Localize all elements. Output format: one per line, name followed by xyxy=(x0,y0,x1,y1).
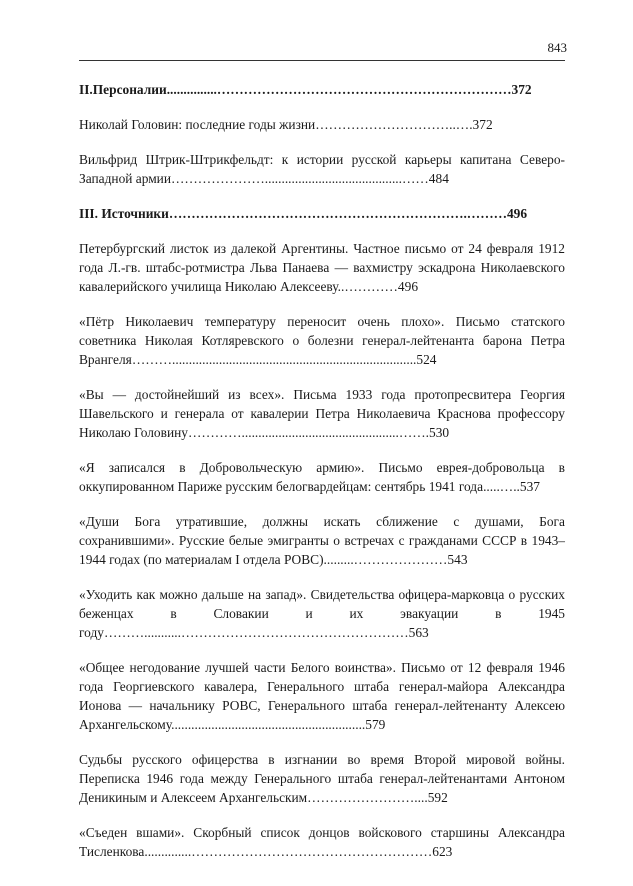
toc-entry-page: 543 xyxy=(447,552,468,567)
toc-leader-dots: ...............………………………………………………………… xyxy=(166,82,512,97)
toc-entry-page: 579 xyxy=(365,717,386,732)
toc-entry-title: Петербургский листок из далекой Аргентины. Частное письмо от 24 февраля 1912 года Л.-гв. штабс-ротмистра Льва Панаева — вахмистру эскадрона Николаевского кавалерийского училища Николаю Алексееву xyxy=(79,241,569,294)
toc-entry-title: «Души Бога утратившие, должны искать сближение с душами, Бога сохранившими». Русские белые эмигранты о встречах с гражданами СССР в 1943–1944 годах (по материалам I отдела РОВС) xyxy=(79,514,569,567)
toc-entry-page: 563 xyxy=(408,625,429,640)
toc-entry-page: 496 xyxy=(397,279,419,294)
toc-leader-dots: .........………………… xyxy=(323,552,448,567)
toc-entry xyxy=(79,150,565,188)
toc-entry xyxy=(79,512,569,569)
toc-entry xyxy=(79,385,569,442)
toc-entry-title: «Я записался в Добровольческую армию». Письмо еврея-добровольца в оккупированном Париже русским белогвардейцам: сентябрь 1941 года xyxy=(79,460,569,494)
toc-entry-page: 524 xyxy=(416,352,437,367)
toc-entry xyxy=(79,80,565,99)
toc-entry xyxy=(79,239,569,296)
toc-entry-page: 372 xyxy=(511,82,532,97)
toc-leader-dots: ..............……………………………………………… xyxy=(144,844,433,859)
toc-entry xyxy=(79,115,565,134)
toc-entry xyxy=(79,750,569,807)
toc-entry-page: 592 xyxy=(427,790,448,805)
toc-entry-title: Вильфрид Штрик-Штрикфельдт: к истории русской карьеры капитана Северо-Западной армии xyxy=(79,152,565,186)
toc-leader-dots: ..………… xyxy=(337,279,398,294)
toc-entry-title: II.Персоналии xyxy=(79,82,167,97)
table-of-contents xyxy=(79,80,569,877)
toc-entry-title: Николай Головин: последние годы жизни xyxy=(79,117,316,132)
toc-entry-title: «Общее негодование лучшей части Белого воинства». Письмо от 12 февраля 1946 года Георгиевского кавалера, Генерального штаба генерал-майора Александра Ионова — начальнику РОВС, Генерального штаба генерал-лейтенанту Алексею Архангельскому xyxy=(79,660,569,732)
toc-leader-dots: ………………….........................................…… xyxy=(171,171,429,186)
toc-leader-dots: .....….. xyxy=(483,479,520,494)
page-number: 843 xyxy=(547,40,567,55)
toc-entry xyxy=(79,458,569,496)
toc-leader-dots: …………………………..…. xyxy=(315,117,473,132)
toc-entry-page: 530 xyxy=(429,425,450,440)
toc-entry xyxy=(79,823,569,861)
toc-leader-dots: …………...............................................……. xyxy=(187,425,429,440)
toc-entry xyxy=(79,585,569,642)
toc-entry-title: «Съеден вшами». Скорбный список донцов войскового старшины Александра Тисленкова xyxy=(79,825,569,859)
toc-leader-dots: ………...........…………………………………………… xyxy=(103,625,409,640)
toc-entry-page: 496 xyxy=(506,206,528,221)
header-rule xyxy=(79,60,565,61)
toc-entry xyxy=(79,204,565,223)
toc-entry-page: 623 xyxy=(432,844,453,859)
toc-leader-dots: …………………….... xyxy=(307,790,428,805)
toc-entry xyxy=(79,312,569,369)
toc-leader-dots: ………......................................................................... xyxy=(131,352,417,367)
toc-entry-title: «Пётр Николаевич температуру переносит очень плохо». Письмо статского советника Николая Котляревского о болезни генерал-лейтенанта барона Петра Врангеля xyxy=(79,314,569,367)
toc-entry-title: «Уходить как можно дальше на запад». Свидетельства офицера-марковца о русских беженцах в Словакии и их эвакуации в 1945 году xyxy=(79,587,569,640)
toc-entry-page: 484 xyxy=(428,171,449,186)
toc-entry-title: «Вы — достойнейший из всех». Письма 1933 года протопресвитера Георгия Шавельского и генерала от кавалерии Петра Николаевича Краснова профессору Николаю Головину xyxy=(79,387,569,440)
toc-leader-dots: ………………………………………………………….……… xyxy=(168,206,507,221)
toc-entry-page: 372 xyxy=(472,117,493,132)
toc-leader-dots: .......................................................... xyxy=(171,717,366,732)
toc-entry-title: III. Источники xyxy=(79,206,169,221)
toc-entry xyxy=(79,658,569,734)
toc-entry-title: Судьбы русского офицерства в изгнании во время Второй мировой войны. Переписка 1946 года между Генерального штаба генерал-лейтенантами Антоном Деникиным и Алексеем Архангельским xyxy=(79,752,569,805)
toc-entry-page: 537 xyxy=(519,479,540,494)
